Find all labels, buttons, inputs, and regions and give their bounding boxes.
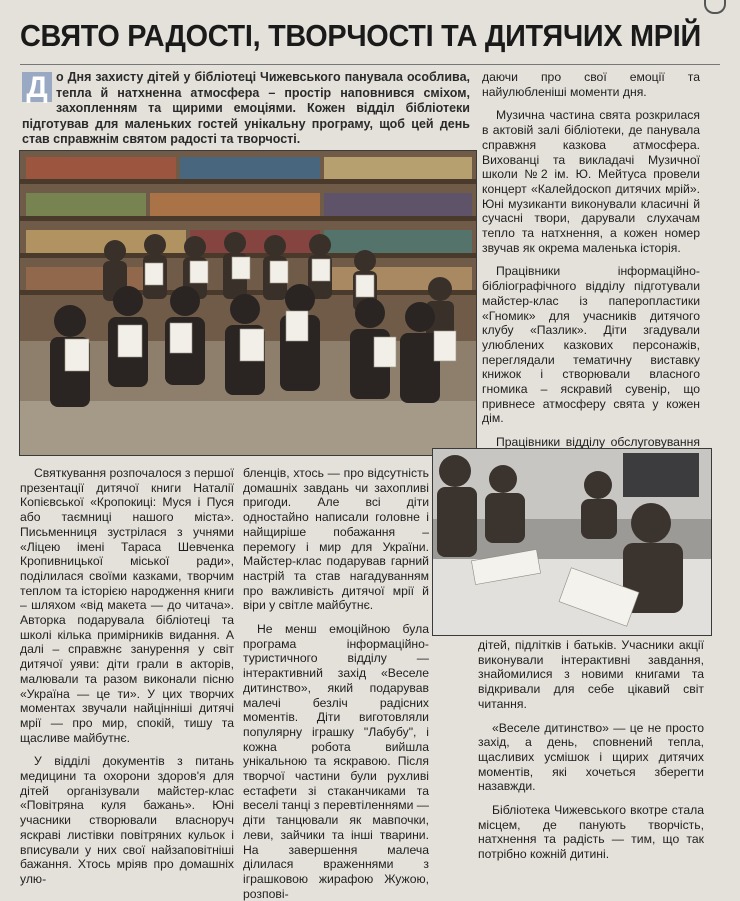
lead-text: о Дня захисту дітей у бібліотеці Чижевського панувала особлива, тепла й натхненна атмосфера – простір наповнився сміхом, захопленням та щирими емоціями. Кожен відділ бібліотеки підготував для маленьких гостей унікальну програму, щоб цей день став справжнім святом радості та творчості. xyxy=(22,70,470,147)
paragraph: Бібліотека Чижевського вкотре стала місцем, де панують творчість, натхнення та радість — тим, що так потрібно кожній дитині. xyxy=(478,803,704,862)
corner-ornament-icon xyxy=(704,0,726,14)
right-column xyxy=(482,70,700,450)
paragraph: Музична частина свята розкрилася в актовій залі бібліотеки, де панувала справжня казкова атмосфера. Вихованці та викладачі Музичної школи №2 ім. Ю. Мейтуса провели концерт «Калейдоскоп дитячих мрій». Юні музиканти виконували класичні й сучасні твори, дарували слухачам тепло та натхнення, а кожен номер звучав як окрема маленька історія. xyxy=(482,108,700,255)
column-2 xyxy=(243,466,429,901)
group-photo xyxy=(19,150,477,456)
children-with-cards-illustration xyxy=(20,151,476,455)
article-lead xyxy=(22,70,470,147)
column-1 xyxy=(20,466,234,886)
paragraph: «Веселе дитинство» — це не просто захід, а день, сповнений тепла, щасливих усмішок і щирих дитячих моментів, які хочеться зберегти назавжди. xyxy=(478,720,704,794)
paragraph: бленців, хтось — про відсутність домашніх завдань чи захопливі пригоди. Але всі діти одностайно написали головне і найщиріше побажання – перемогу і мир для України. Майстер-клас подарував гарний настрій та став нагадуванням про важливість дитячої мрії й віри у світле майбутнє. xyxy=(243,466,429,613)
paragraph: даючи про свої емоції та найулюбленіші моменти дня. xyxy=(482,70,700,99)
paragraph: Не менш емоційною була програма інформаційно-туристичного відділу — інтерактивний захід «Веселе дитинство», який подарував малечі безліч радісних моментів. Діти виготовляли популярну іграшку "Лабубу", і кожна робота вийшла унікальною та яскравою. Після творчої частини були рухливі естафети зі стаканчиками та веселі танці з перевтіленнями — діти танцювали як мавпочки, леви, зайчики та інші тварини. На завершення малеча ділилася враженнями з іграшковою жирафою Жужою, розпові- xyxy=(243,622,429,901)
paragraph: У відділі документів з питань медицини та охорони здоров'я для дітей організували майстер-клас «Повітряна куля бажань». Юні учасники створювали власноруч яскраві листівки повітряних кульок і вписували у них свої найзаповітніші бажання. Хтось мріяв про домашніх улю- xyxy=(20,754,234,886)
paragraph: Працівники інформаційно-бібліографічного відділу підготували майстер-клас із паперопластики «Гномик» для учасників дитячого клубу «Пазлик». Діти згадували улюблених казкових персонажів, переглядали тематичну виставку книжок і створювали власного гномика – яскравий сувенір, що привнесе атмосферу свята у кожен дім. xyxy=(482,264,700,426)
article-headline: СВЯТО РАДОСТІ, ТВОРЧОСТІ ТА ДИТЯЧИХ МРІЙ xyxy=(20,18,701,53)
headline-divider xyxy=(20,64,720,65)
table-photo xyxy=(432,448,712,636)
paragraph: дітей, підлітків і батьків. Учасники акції виконували інтерактивні завдання, знайомилися з новими книгами та відкривали для себе цікавий світ читання. xyxy=(478,638,704,711)
paragraph: Святкування розпочалося з першої презентації дитячої книги Наталії Копієвської «Кропокиці: Муся і Пуся або таємниці нашого міста». Письменниця зустрілася з учнями «Ліцею імені Тараса Шевченка Кропивницької міської ради», поділилася своїми казками, творчим теплом та історією народження книги – шляхом «від макета — до читача». Авторка подарувала бібліотеці та школі кілька примірників видання. А далі – справжнє занурення у світ дитячої уяви: діти грали в акторів, малювали та разом виконали пісню «Україна — це ти». У цих творчих моментах звучали найцінніші дитячі мрії — про мир, спокій, тишу та щасливе майбутнє. xyxy=(20,466,234,745)
drop-cap: Д xyxy=(22,72,52,102)
children-crafting-illustration xyxy=(433,449,711,635)
column-3 xyxy=(478,638,704,862)
paragraph: Працівники відділу обслуговування xyxy=(496,435,700,450)
